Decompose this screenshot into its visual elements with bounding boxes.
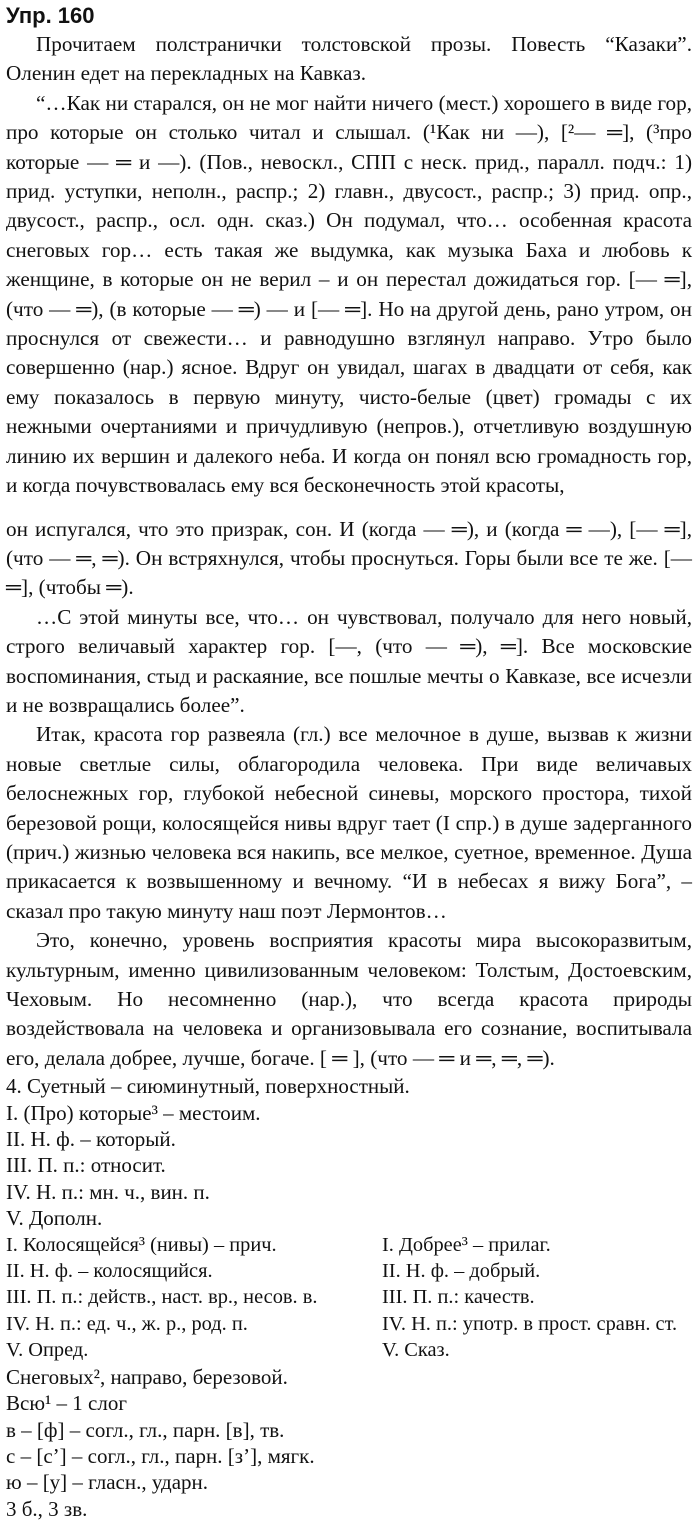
phonetic-line: в – [ф] – согл., гл., парн. [в], тв. (6, 1417, 285, 1442)
quote-paragraph-1: “…Как ни старался, он не мог найти ничего (мест.) хорошего в виде гор, про которые он столько читал и слышал. (¹Как ни —), [²— ═], (³про которые — ═ и —). (Пов., невоскл., СПП с неск. прид., паралл. подч.: 1) прид. уступки, неполн., распр.; 2) главн., двусост., распр.; 3) прид. опр., двусост., распр., осл. одн. сказ.) Он подумал, что… особенная красота снеговых гор… есть такая же выдумка, как музыка Баха и любовь к женщине, в которые он не верил – и он перестал дожидаться гор. [— ═], (что — ═), (в которые — ═) — и [— ═]. Но на другой день, рано утром, он проснулся от свежести… и равнодушно взглянул направо. Утро было совершенно (нар.) ясное. Вдруг он увидал, шагах в двадцати от себя, как ему показалось в первую минуту, чисто-белые (цвет) громады с их нежными очертаниями и причудливую (непров.), отчетливую воздушную линию их вершин и далекого неба. И когда он понял всю громадность гор, и когда почувствовалась ему вся бесконечность этой красоты, (6, 90, 692, 498)
exercise-title: Упр. 160 (6, 3, 95, 28)
analysis-line: I. Добрее³ – прилаг. (382, 1233, 551, 1256)
note-line: 4. Суетный – сиюминутный, поверхностный. (6, 1074, 410, 1099)
morpheme-analysis: Снеговых², направо, березовой. (6, 1364, 288, 1389)
analysis-line: IV. Н. п.: употр. в прост. сравн. ст. (382, 1312, 678, 1335)
note-line: IV. Н. п.: мн. ч., вин. п. (6, 1179, 210, 1204)
notes-block (6, 1073, 692, 1231)
analysis-line: II. Н. ф. – добрый. (382, 1260, 541, 1283)
analysis-line: I. Колосящейся³ (нивы) – прич. (6, 1233, 277, 1256)
spacer (6, 501, 692, 515)
note-line: V. Дополн. (6, 1206, 103, 1231)
analysis-line: III. П. п.: действ., наст. вр., несов. в. (6, 1286, 318, 1309)
phonetic-analysis (6, 1390, 692, 1522)
phonetic-line: Всю¹ – 1 слог (6, 1391, 127, 1416)
analysis-line: V. Опред. (6, 1339, 89, 1362)
commentary-paragraph-2: Это, конечно, уровень восприятия красоты мира высокоразвитым, культурным, именно цивилизованным человеком: Толстым, Достоевским, Чеховым. Но несомненно (нар.), что всегда красота природы воздействовала на человека и организовывала его сознание, воспитывала его, делала добрее, лучше, богаче. [ ═ ], (что — ═ и ═, ═, ═). (6, 928, 692, 1070)
intro-paragraph: Прочитаем полстранички толстовской прозы. Повесть “Казаки”. Оленин едет на перекладных на Кавказ. (6, 32, 692, 86)
analysis-line: V. Сказ. (382, 1339, 450, 1362)
morphology-columns (6, 1232, 692, 1364)
quote-paragraph-3: …С этой минуты все, что… он чувствовал, получало для него новый, строго величавый характер гор. [—, (что — ═), ═]. Все московские воспоминания, стыд и раскаяние, все пошлые мечты о Кавказе, все исчезли и не возвращались более”. (6, 604, 692, 717)
phonetic-line: с – [с’] – согл., гл., парн. [з’], мягк. (6, 1443, 315, 1468)
note-line: I. (Про) которые³ – местоим. (6, 1100, 261, 1125)
analysis-line: III. П. п.: качеств. (382, 1286, 535, 1309)
commentary-paragraph-1: Итак, красота гор развеяла (гл.) все мелочное в душе, вызвав к жизни новые светлые силы, облагородила человека. При виде величавых белоснежных гор, глубокой небесной синевы, морского простора, тихой березовой рощи, колосящейся нивы вдруг тает (I спр.) в душе задерганного (прич.) жизнью человека вся накипь, все мелкое, суетное, временное. Душа прикасается к возвышенному и вечному. “И в небесах я вижу Бога”, – сказал про такую минуту наш поэт Лермонтов… (6, 722, 692, 923)
participle-analysis (6, 1232, 382, 1364)
analysis-line: II. Н. ф. – колосящийся. (6, 1260, 213, 1283)
note-line: II. Н. ф. – который. (6, 1127, 176, 1152)
phonetic-line: ю – [у] – гласн., ударн. (6, 1470, 209, 1495)
adjective-analysis (382, 1232, 692, 1364)
note-line: III. П. п.: относит. (6, 1153, 166, 1178)
analysis-line: IV. Н. п.: ед. ч., ж. р., род. п. (6, 1312, 248, 1335)
phonetic-line: 3 б., 3 зв. (6, 1496, 88, 1521)
quote-paragraph-2: он испугался, что это призрак, сон. И (когда — ═), и (когда ═ —), [— ═], (что — ═, ═). Он встряхнулся, чтобы проснуться. Горы были все те же. [— ═], (чтобы ═). (6, 516, 692, 600)
